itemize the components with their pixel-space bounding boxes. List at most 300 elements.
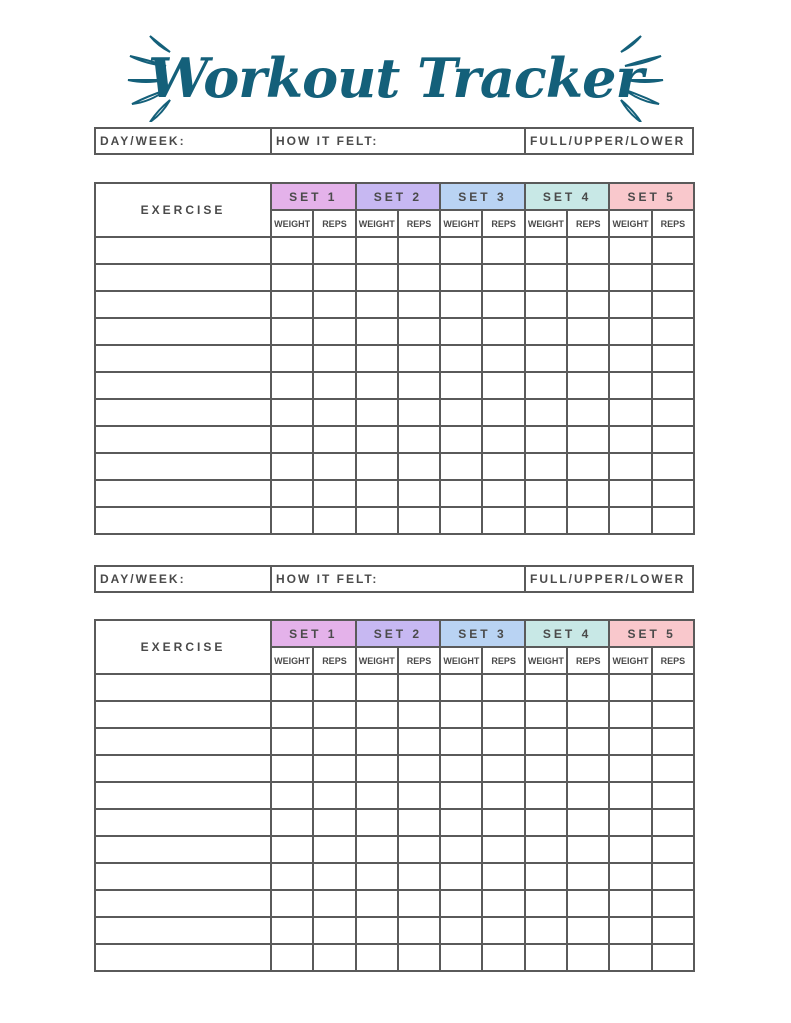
weight-cell[interactable]: [525, 944, 567, 971]
weight-cell[interactable]: [609, 453, 651, 480]
weight-cell[interactable]: [440, 890, 482, 917]
reps-cell[interactable]: [567, 480, 609, 507]
reps-cell[interactable]: [313, 728, 355, 755]
reps-cell[interactable]: [652, 426, 694, 453]
weight-cell[interactable]: [440, 674, 482, 701]
weight-cell[interactable]: [356, 426, 398, 453]
reps-cell[interactable]: [398, 318, 440, 345]
reps-cell[interactable]: [482, 917, 524, 944]
reps-cell[interactable]: [567, 917, 609, 944]
weight-cell[interactable]: [356, 890, 398, 917]
reps-cell[interactable]: [313, 809, 355, 836]
exercise-cell[interactable]: [95, 426, 271, 453]
reps-cell[interactable]: [482, 264, 524, 291]
weight-cell[interactable]: [609, 755, 651, 782]
weight-cell[interactable]: [440, 782, 482, 809]
reps-cell[interactable]: [567, 755, 609, 782]
exercise-header: EXERCISE: [95, 620, 271, 674]
weight-cell[interactable]: [271, 291, 313, 318]
reps-cell[interactable]: [482, 944, 524, 971]
weight-header: WEIGHT: [609, 647, 651, 674]
weight-cell[interactable]: [356, 399, 398, 426]
reps-cell[interactable]: [652, 318, 694, 345]
reps-cell[interactable]: [398, 782, 440, 809]
weight-cell[interactable]: [525, 291, 567, 318]
weight-cell[interactable]: [271, 264, 313, 291]
reps-cell[interactable]: [652, 507, 694, 534]
weight-cell[interactable]: [525, 728, 567, 755]
weight-cell[interactable]: [440, 809, 482, 836]
reps-cell[interactable]: [652, 890, 694, 917]
reps-cell[interactable]: [398, 701, 440, 728]
reps-cell[interactable]: [482, 863, 524, 890]
reps-header: REPS: [313, 210, 355, 237]
exercise-cell[interactable]: [95, 782, 271, 809]
weight-cell[interactable]: [440, 318, 482, 345]
reps-cell[interactable]: [313, 264, 355, 291]
reps-cell[interactable]: [398, 890, 440, 917]
reps-cell[interactable]: [313, 782, 355, 809]
table-row: [95, 426, 694, 453]
reps-cell[interactable]: [313, 480, 355, 507]
weight-cell[interactable]: [609, 345, 651, 372]
reps-cell[interactable]: [398, 836, 440, 863]
table-row: [95, 836, 694, 863]
weight-cell[interactable]: [440, 944, 482, 971]
reps-cell[interactable]: [313, 372, 355, 399]
reps-cell[interactable]: [313, 507, 355, 534]
weight-cell[interactable]: [440, 426, 482, 453]
weight-cell[interactable]: [525, 480, 567, 507]
reps-header: REPS: [567, 210, 609, 237]
set-5-header: SET 5: [609, 183, 694, 210]
weight-cell[interactable]: [356, 453, 398, 480]
set-4-header: SET 4: [525, 620, 610, 647]
exercise-cell[interactable]: [95, 507, 271, 534]
reps-cell[interactable]: [482, 728, 524, 755]
reps-cell[interactable]: [482, 890, 524, 917]
workout-table-2: [94, 619, 695, 972]
reps-header: REPS: [482, 210, 524, 237]
reps-cell[interactable]: [482, 480, 524, 507]
weight-header: WEIGHT: [609, 210, 651, 237]
weight-cell[interactable]: [356, 782, 398, 809]
table-row: [95, 399, 694, 426]
weight-cell[interactable]: [440, 372, 482, 399]
reps-cell[interactable]: [652, 453, 694, 480]
weight-cell[interactable]: [271, 701, 313, 728]
reps-cell[interactable]: [567, 944, 609, 971]
how-it-felt-field[interactable]: HOW IT FELT:: [272, 129, 526, 153]
reps-cell[interactable]: [398, 237, 440, 264]
weight-cell[interactable]: [609, 426, 651, 453]
exercise-cell[interactable]: [95, 372, 271, 399]
reps-cell[interactable]: [313, 701, 355, 728]
reps-cell[interactable]: [398, 944, 440, 971]
reps-cell[interactable]: [482, 345, 524, 372]
weight-header: WEIGHT: [356, 647, 398, 674]
exercise-cell[interactable]: [95, 318, 271, 345]
weight-cell[interactable]: [440, 507, 482, 534]
exercise-cell[interactable]: [95, 890, 271, 917]
exercise-cell[interactable]: [95, 480, 271, 507]
weight-cell[interactable]: [271, 728, 313, 755]
exercise-cell[interactable]: [95, 917, 271, 944]
weight-cell[interactable]: [609, 728, 651, 755]
weight-cell[interactable]: [525, 345, 567, 372]
weight-cell[interactable]: [440, 863, 482, 890]
weight-cell[interactable]: [356, 345, 398, 372]
weight-cell[interactable]: [356, 944, 398, 971]
weight-cell[interactable]: [609, 809, 651, 836]
weight-cell[interactable]: [609, 674, 651, 701]
weight-cell[interactable]: [525, 701, 567, 728]
table-body: [95, 237, 694, 534]
exercise-cell[interactable]: [95, 863, 271, 890]
weight-cell[interactable]: [271, 836, 313, 863]
reps-cell[interactable]: [482, 237, 524, 264]
table-row: [95, 701, 694, 728]
weight-cell[interactable]: [525, 318, 567, 345]
weight-cell[interactable]: [525, 264, 567, 291]
weight-cell[interactable]: [525, 890, 567, 917]
table-row: [95, 318, 694, 345]
weight-header: WEIGHT: [271, 647, 313, 674]
weight-cell[interactable]: [525, 453, 567, 480]
table-row: [95, 291, 694, 318]
reps-cell[interactable]: [398, 917, 440, 944]
weight-cell[interactable]: [609, 318, 651, 345]
split-field[interactable]: FULL/UPPER/LOWER: [530, 134, 686, 148]
table-row: [95, 782, 694, 809]
reps-cell[interactable]: [313, 836, 355, 863]
exercise-cell[interactable]: [95, 674, 271, 701]
reps-cell[interactable]: [482, 453, 524, 480]
set-2-header: SET 2: [356, 183, 441, 210]
weight-cell[interactable]: [525, 399, 567, 426]
reps-cell[interactable]: [482, 755, 524, 782]
reps-header: REPS: [482, 647, 524, 674]
weight-cell[interactable]: [525, 836, 567, 863]
table-row: [95, 944, 694, 971]
weight-cell[interactable]: [440, 264, 482, 291]
weight-cell[interactable]: [271, 944, 313, 971]
weight-cell[interactable]: [525, 426, 567, 453]
weight-cell[interactable]: [440, 836, 482, 863]
weight-cell[interactable]: [609, 890, 651, 917]
weight-cell[interactable]: [356, 836, 398, 863]
weight-cell[interactable]: [525, 917, 567, 944]
reps-cell[interactable]: [482, 399, 524, 426]
table-row: [95, 264, 694, 291]
info-bar-2: [94, 565, 694, 593]
reps-cell[interactable]: [652, 237, 694, 264]
weight-cell[interactable]: [356, 372, 398, 399]
weight-cell[interactable]: [271, 809, 313, 836]
weight-cell[interactable]: [271, 399, 313, 426]
set-3-header: SET 3: [440, 183, 525, 210]
weight-cell[interactable]: [271, 755, 313, 782]
weight-cell[interactable]: [609, 507, 651, 534]
weight-cell[interactable]: [525, 507, 567, 534]
reps-cell[interactable]: [313, 291, 355, 318]
table-row: [95, 809, 694, 836]
weight-cell[interactable]: [356, 728, 398, 755]
weight-cell[interactable]: [609, 782, 651, 809]
weight-cell[interactable]: [271, 674, 313, 701]
weight-cell[interactable]: [271, 480, 313, 507]
reps-cell[interactable]: [313, 755, 355, 782]
reps-cell[interactable]: [398, 399, 440, 426]
reps-cell[interactable]: [652, 836, 694, 863]
weight-cell[interactable]: [271, 426, 313, 453]
reps-cell[interactable]: [313, 318, 355, 345]
reps-cell[interactable]: [313, 674, 355, 701]
weight-cell[interactable]: [609, 264, 651, 291]
exercise-cell[interactable]: [95, 264, 271, 291]
exercise-cell[interactable]: [95, 345, 271, 372]
exercise-cell[interactable]: [95, 809, 271, 836]
weight-cell[interactable]: [609, 701, 651, 728]
weight-cell[interactable]: [356, 809, 398, 836]
weight-cell[interactable]: [609, 944, 651, 971]
reps-cell[interactable]: [313, 426, 355, 453]
table-row: [95, 480, 694, 507]
how-it-felt-field[interactable]: HOW IT FELT:: [272, 567, 526, 591]
reps-cell[interactable]: [567, 674, 609, 701]
reps-cell[interactable]: [398, 426, 440, 453]
info-bar-1: [94, 127, 694, 155]
reps-cell[interactable]: [482, 426, 524, 453]
reps-cell[interactable]: [482, 674, 524, 701]
weight-header: WEIGHT: [271, 210, 313, 237]
exercise-cell[interactable]: [95, 291, 271, 318]
table-row: [95, 372, 694, 399]
reps-cell[interactable]: [567, 345, 609, 372]
weight-cell[interactable]: [525, 237, 567, 264]
reps-cell[interactable]: [313, 399, 355, 426]
reps-cell[interactable]: [567, 728, 609, 755]
reps-cell[interactable]: [567, 782, 609, 809]
weight-cell[interactable]: [525, 782, 567, 809]
reps-cell[interactable]: [482, 372, 524, 399]
table-row: [95, 453, 694, 480]
reps-cell[interactable]: [482, 836, 524, 863]
weight-cell[interactable]: [356, 480, 398, 507]
exercise-header: EXERCISE: [95, 183, 271, 237]
reps-cell[interactable]: [652, 782, 694, 809]
reps-cell[interactable]: [482, 782, 524, 809]
weight-cell[interactable]: [525, 809, 567, 836]
weight-header: WEIGHT: [525, 647, 567, 674]
weight-cell[interactable]: [440, 345, 482, 372]
weight-cell[interactable]: [356, 318, 398, 345]
reps-cell[interactable]: [398, 453, 440, 480]
set-5-header: SET 5: [609, 620, 694, 647]
reps-cell[interactable]: [567, 318, 609, 345]
set-3-header: SET 3: [440, 620, 525, 647]
weight-cell[interactable]: [356, 264, 398, 291]
weight-header: WEIGHT: [525, 210, 567, 237]
reps-cell[interactable]: [567, 453, 609, 480]
reps-cell[interactable]: [567, 399, 609, 426]
exercise-cell[interactable]: [95, 755, 271, 782]
reps-cell[interactable]: [652, 264, 694, 291]
weight-cell[interactable]: [356, 701, 398, 728]
set-4-header: SET 4: [525, 183, 610, 210]
reps-cell[interactable]: [567, 507, 609, 534]
weight-cell[interactable]: [440, 917, 482, 944]
weight-cell[interactable]: [609, 372, 651, 399]
weight-header: WEIGHT: [440, 210, 482, 237]
weight-cell[interactable]: [271, 890, 313, 917]
reps-cell[interactable]: [567, 372, 609, 399]
weight-cell[interactable]: [271, 237, 313, 264]
weight-cell[interactable]: [609, 480, 651, 507]
reps-cell[interactable]: [313, 944, 355, 971]
reps-header: REPS: [652, 647, 694, 674]
reps-cell[interactable]: [567, 264, 609, 291]
weight-header: WEIGHT: [440, 647, 482, 674]
exercise-cell[interactable]: [95, 453, 271, 480]
reps-cell[interactable]: [398, 674, 440, 701]
reps-cell[interactable]: [652, 728, 694, 755]
exercise-cell[interactable]: [95, 701, 271, 728]
split-field[interactable]: FULL/UPPER/LOWER: [530, 572, 686, 586]
reps-cell[interactable]: [398, 345, 440, 372]
weight-cell[interactable]: [440, 755, 482, 782]
reps-cell[interactable]: [567, 291, 609, 318]
reps-cell[interactable]: [398, 863, 440, 890]
reps-cell[interactable]: [398, 755, 440, 782]
weight-cell[interactable]: [356, 237, 398, 264]
reps-header: REPS: [398, 647, 440, 674]
reps-cell[interactable]: [313, 917, 355, 944]
reps-cell[interactable]: [652, 372, 694, 399]
reps-cell[interactable]: [652, 345, 694, 372]
exercise-cell[interactable]: [95, 237, 271, 264]
weight-cell[interactable]: [440, 728, 482, 755]
weight-cell[interactable]: [440, 701, 482, 728]
reps-cell[interactable]: [398, 372, 440, 399]
reps-cell[interactable]: [652, 755, 694, 782]
weight-cell[interactable]: [356, 863, 398, 890]
title-block: [120, 22, 671, 122]
weight-cell[interactable]: [356, 755, 398, 782]
reps-cell[interactable]: [567, 237, 609, 264]
table-row: [95, 863, 694, 890]
reps-cell[interactable]: [398, 480, 440, 507]
exercise-cell[interactable]: [95, 399, 271, 426]
exercise-cell[interactable]: [95, 836, 271, 863]
reps-cell[interactable]: [398, 264, 440, 291]
page-title: Workout Tracker: [148, 46, 643, 110]
weight-cell[interactable]: [525, 674, 567, 701]
day-week-field[interactable]: DAY/WEEK:: [96, 129, 272, 153]
weight-cell[interactable]: [440, 453, 482, 480]
reps-cell[interactable]: [398, 507, 440, 534]
weight-cell[interactable]: [525, 372, 567, 399]
reps-cell[interactable]: [567, 863, 609, 890]
reps-cell[interactable]: [567, 701, 609, 728]
weight-cell[interactable]: [525, 863, 567, 890]
weight-cell[interactable]: [525, 755, 567, 782]
exercise-cell[interactable]: [95, 728, 271, 755]
weight-cell[interactable]: [271, 917, 313, 944]
reps-cell[interactable]: [313, 453, 355, 480]
weight-cell[interactable]: [271, 345, 313, 372]
reps-cell[interactable]: [482, 291, 524, 318]
exercise-cell[interactable]: [95, 944, 271, 971]
weight-cell[interactable]: [609, 291, 651, 318]
weight-cell[interactable]: [271, 507, 313, 534]
weight-cell[interactable]: [609, 917, 651, 944]
reps-cell[interactable]: [652, 701, 694, 728]
reps-cell[interactable]: [482, 809, 524, 836]
weight-cell[interactable]: [271, 782, 313, 809]
table-row: [95, 237, 694, 264]
reps-cell[interactable]: [567, 809, 609, 836]
reps-header: REPS: [398, 210, 440, 237]
reps-cell[interactable]: [652, 480, 694, 507]
reps-cell[interactable]: [398, 291, 440, 318]
weight-cell[interactable]: [271, 863, 313, 890]
reps-cell[interactable]: [313, 237, 355, 264]
weight-cell[interactable]: [271, 453, 313, 480]
set-1-header: SET 1: [271, 183, 356, 210]
reps-cell[interactable]: [567, 426, 609, 453]
weight-cell[interactable]: [609, 399, 651, 426]
weight-cell[interactable]: [440, 399, 482, 426]
weight-cell[interactable]: [356, 507, 398, 534]
weight-cell[interactable]: [440, 480, 482, 507]
reps-cell[interactable]: [313, 890, 355, 917]
reps-cell[interactable]: [567, 836, 609, 863]
set-1-header: SET 1: [271, 620, 356, 647]
reps-cell[interactable]: [652, 809, 694, 836]
weight-cell[interactable]: [356, 917, 398, 944]
reps-cell[interactable]: [652, 291, 694, 318]
weight-cell[interactable]: [271, 372, 313, 399]
reps-cell[interactable]: [482, 701, 524, 728]
weight-cell[interactable]: [440, 291, 482, 318]
weight-cell[interactable]: [356, 674, 398, 701]
reps-cell[interactable]: [313, 863, 355, 890]
weight-cell[interactable]: [356, 291, 398, 318]
weight-cell[interactable]: [440, 237, 482, 264]
table-row: [95, 674, 694, 701]
reps-cell[interactable]: [567, 890, 609, 917]
weight-cell[interactable]: [609, 237, 651, 264]
reps-cell[interactable]: [398, 728, 440, 755]
reps-cell[interactable]: [652, 399, 694, 426]
reps-cell[interactable]: [652, 863, 694, 890]
weight-cell[interactable]: [609, 836, 651, 863]
table-body: [95, 674, 694, 971]
day-week-field[interactable]: DAY/WEEK:: [96, 567, 272, 591]
reps-cell[interactable]: [482, 318, 524, 345]
reps-cell[interactable]: [652, 917, 694, 944]
reps-cell[interactable]: [398, 809, 440, 836]
weight-cell[interactable]: [271, 318, 313, 345]
weight-cell[interactable]: [609, 863, 651, 890]
reps-header: REPS: [652, 210, 694, 237]
reps-cell[interactable]: [652, 674, 694, 701]
reps-cell[interactable]: [313, 345, 355, 372]
reps-cell[interactable]: [652, 944, 694, 971]
reps-cell[interactable]: [482, 507, 524, 534]
table-row: [95, 890, 694, 917]
